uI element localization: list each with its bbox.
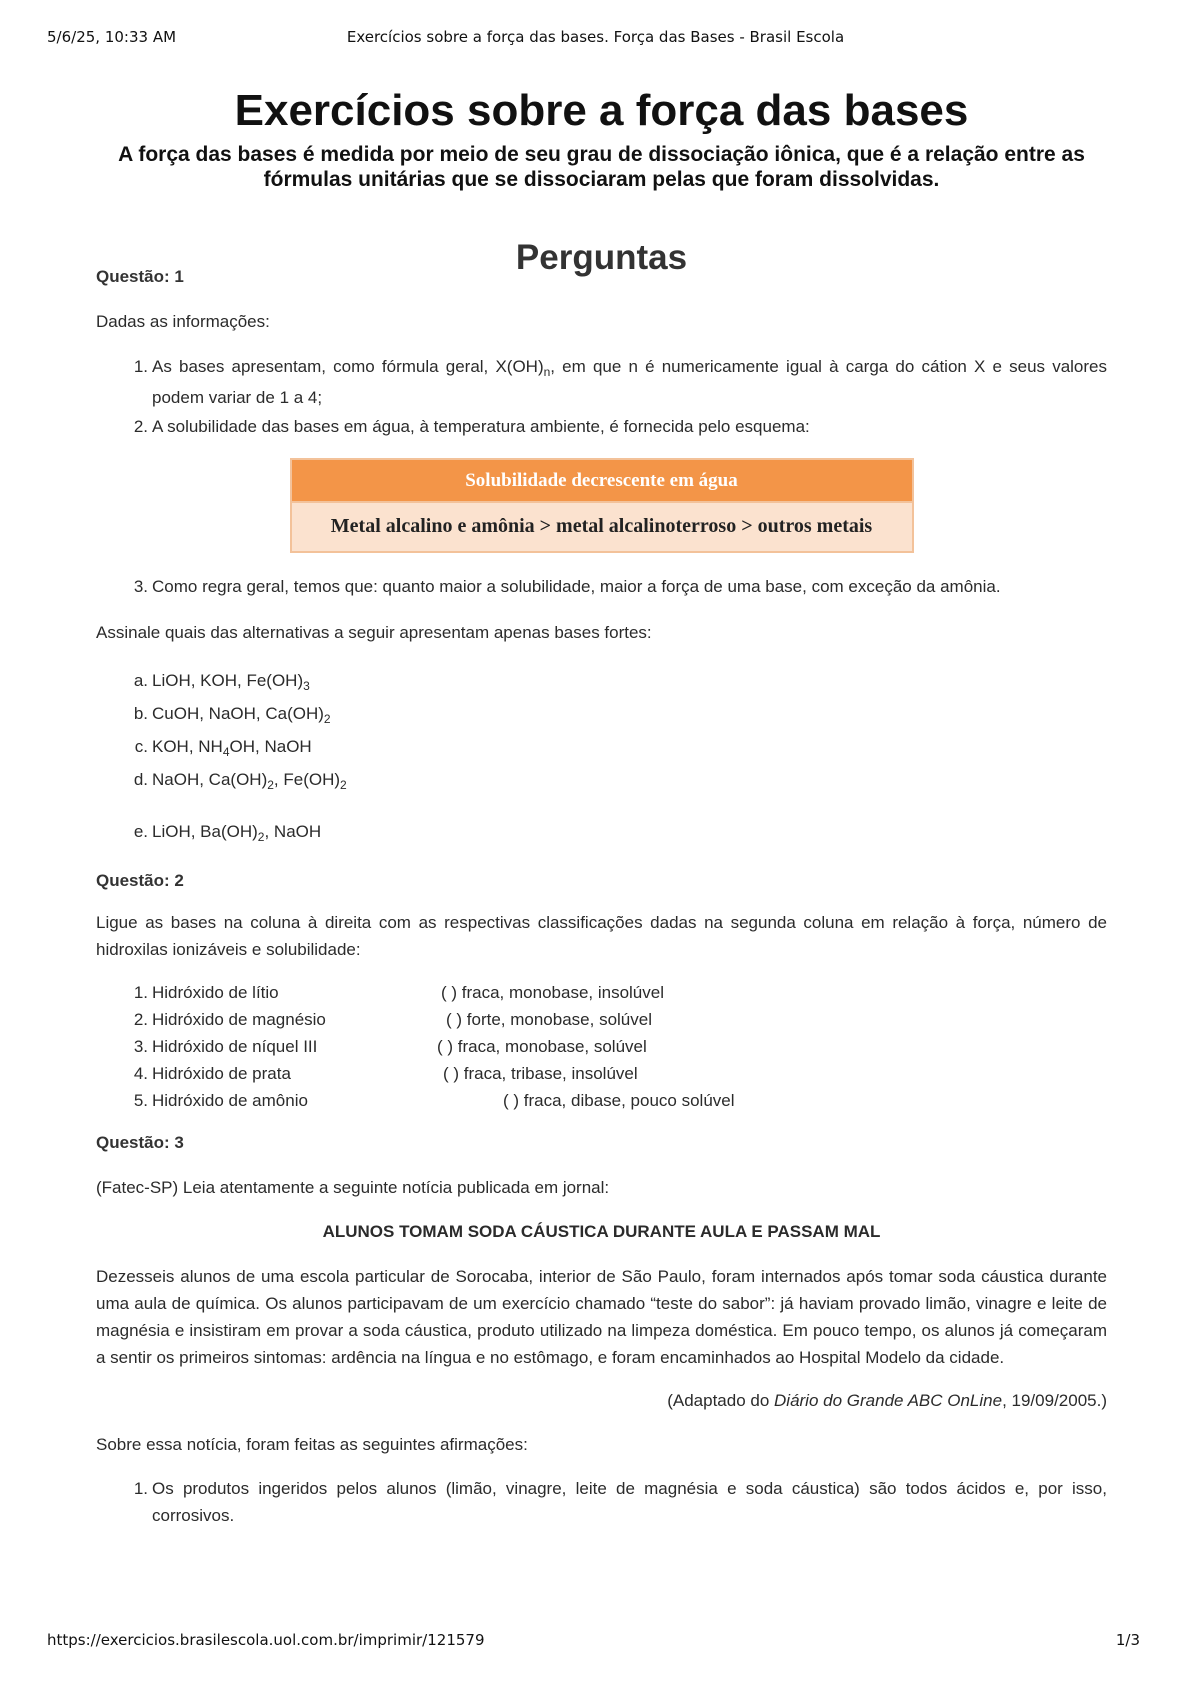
article-subtitle: A força das bases é medida por meio de seu grau de dissociação iônica, que é a relação entre as fórmulas unitárias que se dissociaram pelas que foram dissolvidas.	[118, 143, 1085, 191]
question-2-match-list	[96, 979, 1107, 1114]
match-row: 2. Hidróxido de magnésio ( ) forte, monobase, solúvel	[133, 1010, 652, 1029]
print-url: https://exercicios.brasilescola.uol.com.br/imprimir/121579	[47, 1631, 485, 1649]
article-title: Exercícios sobre a força das bases	[234, 86, 969, 135]
news-headline: ALUNOS TOMAM SODA CÁUSTICA DURANTE AULA E PASSAM MAL	[322, 1222, 881, 1241]
print-footer	[47, 1631, 1144, 1653]
question-2-label: Questão: 2	[96, 871, 184, 890]
question-1-intro: Dadas as informações:	[96, 312, 270, 331]
info-item: 1. As bases apresentam, como fórmula geral, $X(OH)_n$, em que n é numericamente igual à carga do cátion X e seus valores podem variar de 1 a 4;	[133, 357, 1107, 407]
match-row: 4. Hidróxido de prata ( ) fraca, tribase, insolúvel	[133, 1064, 638, 1083]
question-3-intro: (Fatec-SP) Leia atentamente a seguinte notícia publicada em jornal:	[96, 1178, 610, 1197]
question-2-intro: Ligue as bases na coluna à direita com as respectivas classificações dadas na segunda coluna em relação à força, número de hidroxilas ionizáveis e solubilidade:	[96, 913, 1107, 959]
question-3-label: Questão: 3	[96, 1133, 184, 1152]
option-b: b. CuOH, NaOH, $Ca(OH)_2$	[133, 704, 331, 726]
option-e: e. LiOH, $Ba(OH)_2$, NaOH	[133, 822, 322, 844]
print-page-title: Exercícios sobre a força das bases. Força das Bases - Brasil Escola	[346, 28, 845, 46]
news-source: (Adaptado do Diário do Grande ABC OnLine, 19/09/2005.)	[667, 1391, 1107, 1410]
match-row: 3. Hidróxido de níquel III ( ) fraca, monobase, solúvel	[133, 1037, 647, 1056]
article	[96, 82, 1107, 1529]
solubility-table-header: Solubilidade decrescente em água	[292, 460, 912, 503]
statement-item: 1. Os produtos ingeridos pelos alunos (limão, vinagre, leite de magnésia e soda cáustica) são todos ácidos e, por isso, corrosivos.	[133, 1479, 1107, 1525]
question-3-statements-intro: Sobre essa notícia, foram feitas as seguintes afirmações:	[96, 1435, 528, 1454]
question-3-statements	[96, 1475, 1107, 1529]
news-publication: Diário do Grande ABC OnLine	[774, 1391, 1003, 1410]
print-header	[47, 28, 1144, 50]
option-a: a. LiOH, KOH, $Fe(OH)_3$	[133, 671, 310, 693]
solubility-table	[290, 458, 914, 553]
solubility-table-row: Metal alcalino e amônia > metal alcalinoterroso > outros metais	[330, 515, 873, 537]
question-1-info-list	[96, 351, 1107, 440]
option-c: c. KOH, $NH_4OH$, NaOH	[134, 737, 312, 759]
question-1-options	[96, 664, 1107, 848]
print-datetime: 5/6/25, 10:33 AM	[47, 28, 177, 46]
question-1-label: Questão: 1	[96, 267, 184, 286]
match-row: 1. Hidróxido de lítio ( ) fraca, monobase, insolúvel	[133, 983, 664, 1002]
match-row: 5. Hidróxido de amônio ( ) fraca, dibase, pouco solúvel	[133, 1091, 735, 1110]
question-1-prompt: Assinale quais das alternativas a seguir apresentam apenas bases fortes:	[96, 623, 652, 642]
news-body: Dezesseis alunos de uma escola particular de Sorocaba, interior de São Paulo, foram internados após tomar soda cáustica durante uma aula de química. Os alunos participavam de um exercício chamado “teste do sabor”: já haviam provado limão, vinagre e leite de magnésia e insistiram em provar a soda cáustica, produto utilizado na limpeza doméstica. Em pouco tempo, os alunos já começaram a sentir os primeiros sintomas: ardência na língua e no estômago, e foram encaminhados ao Hospital Modelo da cidade.	[96, 1267, 1107, 1367]
section-heading: Perguntas	[515, 238, 688, 277]
info-item: 3. Como regra geral, temos que: quanto maior a solubilidade, maior a força de uma base, com exceção da amônia.	[133, 577, 1001, 596]
question-1-info-list-cont	[96, 573, 1107, 600]
option-d: d. NaOH, $Ca(OH)_2$, $Fe(OH)_2$	[133, 770, 347, 792]
info-item: 2. A solubilidade das bases em água, à temperatura ambiente, é fornecida pelo esquema:	[133, 417, 810, 436]
page-number: 1/3	[1115, 1631, 1140, 1649]
